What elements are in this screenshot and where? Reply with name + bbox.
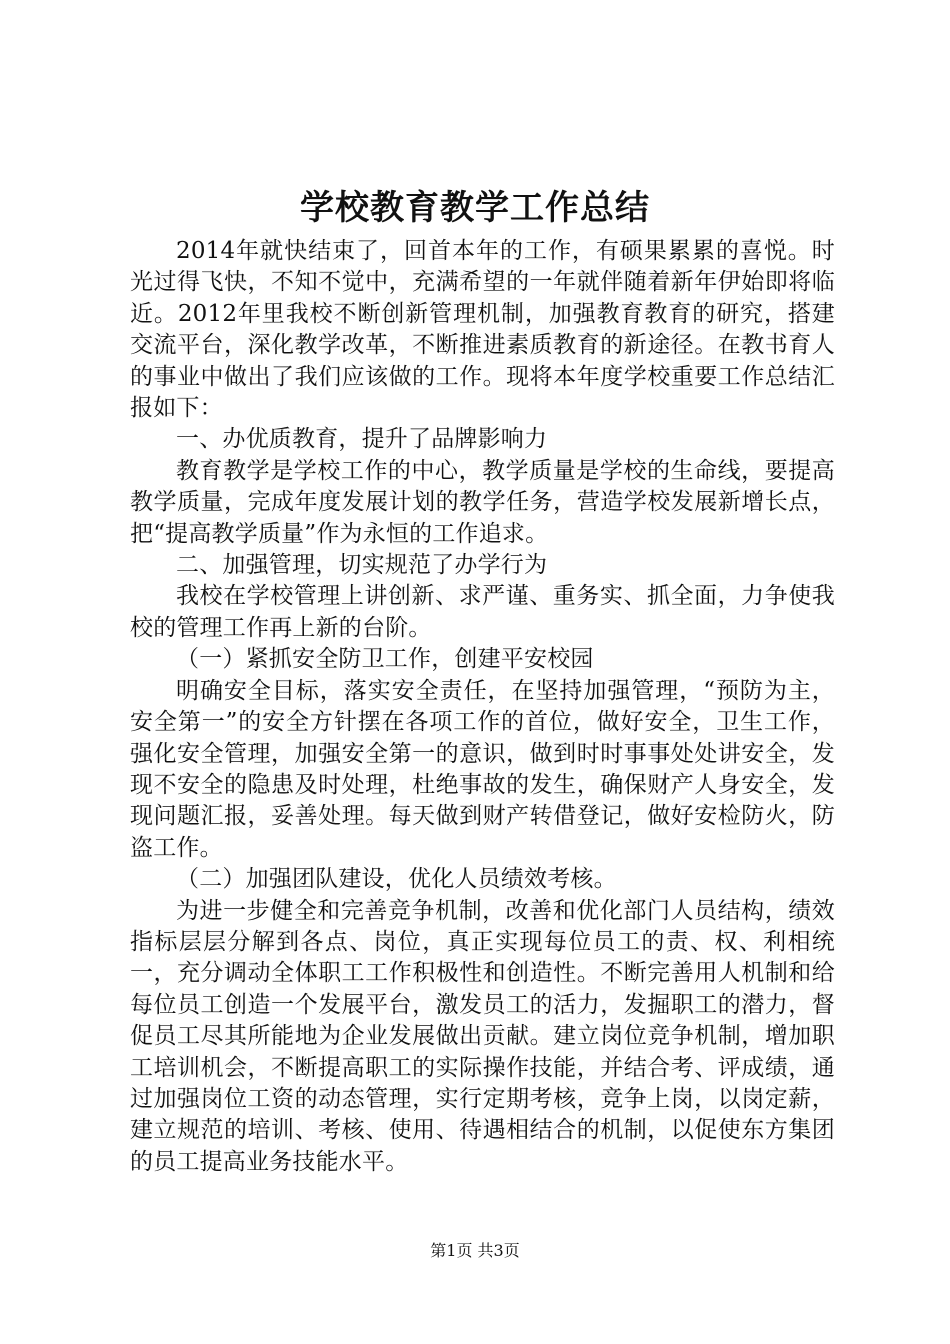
paragraph-management: 我校在学校管理上讲创新、求严谨、重务实、抓全面，力争使我校的管理工作再上新的台阶。 [130,583,835,641]
subsection-heading-1: （一）紧抓安全防卫工作，创建平安校园 [176,646,594,673]
paragraph-team: 为进一步健全和完善竞争机制，改善和优化部门人员结构，绩效指标层层分解到各点、岗位，真正实现每位员工的责、权、利相统一，充分调动全体职工工作积极性和创造性。不断完善用人机制和给每位员工创造一个发展平台，激发员工的活力，发掘职工的潜力，督促员工尽其所能地为企业发展做出贡献。建立岗位竞争机制，增加职工培训机会，不断提高职工的实际操作技能，并结合考、评成绩，通过加强岗位工资的动态管理，实行定期考核，竞争上岗，以岗定薪，建立规范的培训、考核、使用、待遇相结合的机制，以促使东方集团的员工提高业务技能水平。 [130,897,835,1175]
paragraph-teaching: 教育教学是学校工作的中心，教学质量是学校的生命线，要提高教学质量，完成年度发展计划的教学任务，营造学校发展新增长点，把“提高教学质量”作为永恒的工作追求。 [130,457,835,547]
document-body [130,236,835,1178]
section-heading-1: 一、办优质教育，提升了品牌影响力 [176,426,548,453]
paragraph-safety: 明确安全目标，落实安全责任，在坚持加强管理，“预防为主，安全第一”的安全方针摆在各项工作的首位，做好安全，卫生工作，强化安全管理，加强安全第一的意识，做到时时事事处处讲安全，发现不安全的隐患及时处理，杜绝事故的发生，确保财产人身安全，发现问题汇报，妥善处理。每天做到财产转借登记，做好安检防火，防盗工作。 [130,677,835,861]
section-heading-2: 二、加强管理，切实规范了办学行为 [176,552,548,579]
document-title: 学校教育教学工作总结 [300,188,650,228]
page-number-footer: 第1页 共3页 [430,1241,520,1260]
subsection-heading-2: （二）加强团队建设，优化人员绩效考核。 [176,866,617,893]
paragraph-intro: 2014年就快结束了，回首本年的工作，有硕果累累的喜悦。时光过得飞快，不知不觉中，充满希望的一年就伴随着新年伊始即将临近。2012年里我校不断创新管理机制，加强教育教育的研究，搭建交流平台，深化教学改革，不断推进素质教育的新途径。在教书育人的事业中做出了我们应该做的工作。现将本年度学校重要工作总结汇报如下： [130,238,835,422]
